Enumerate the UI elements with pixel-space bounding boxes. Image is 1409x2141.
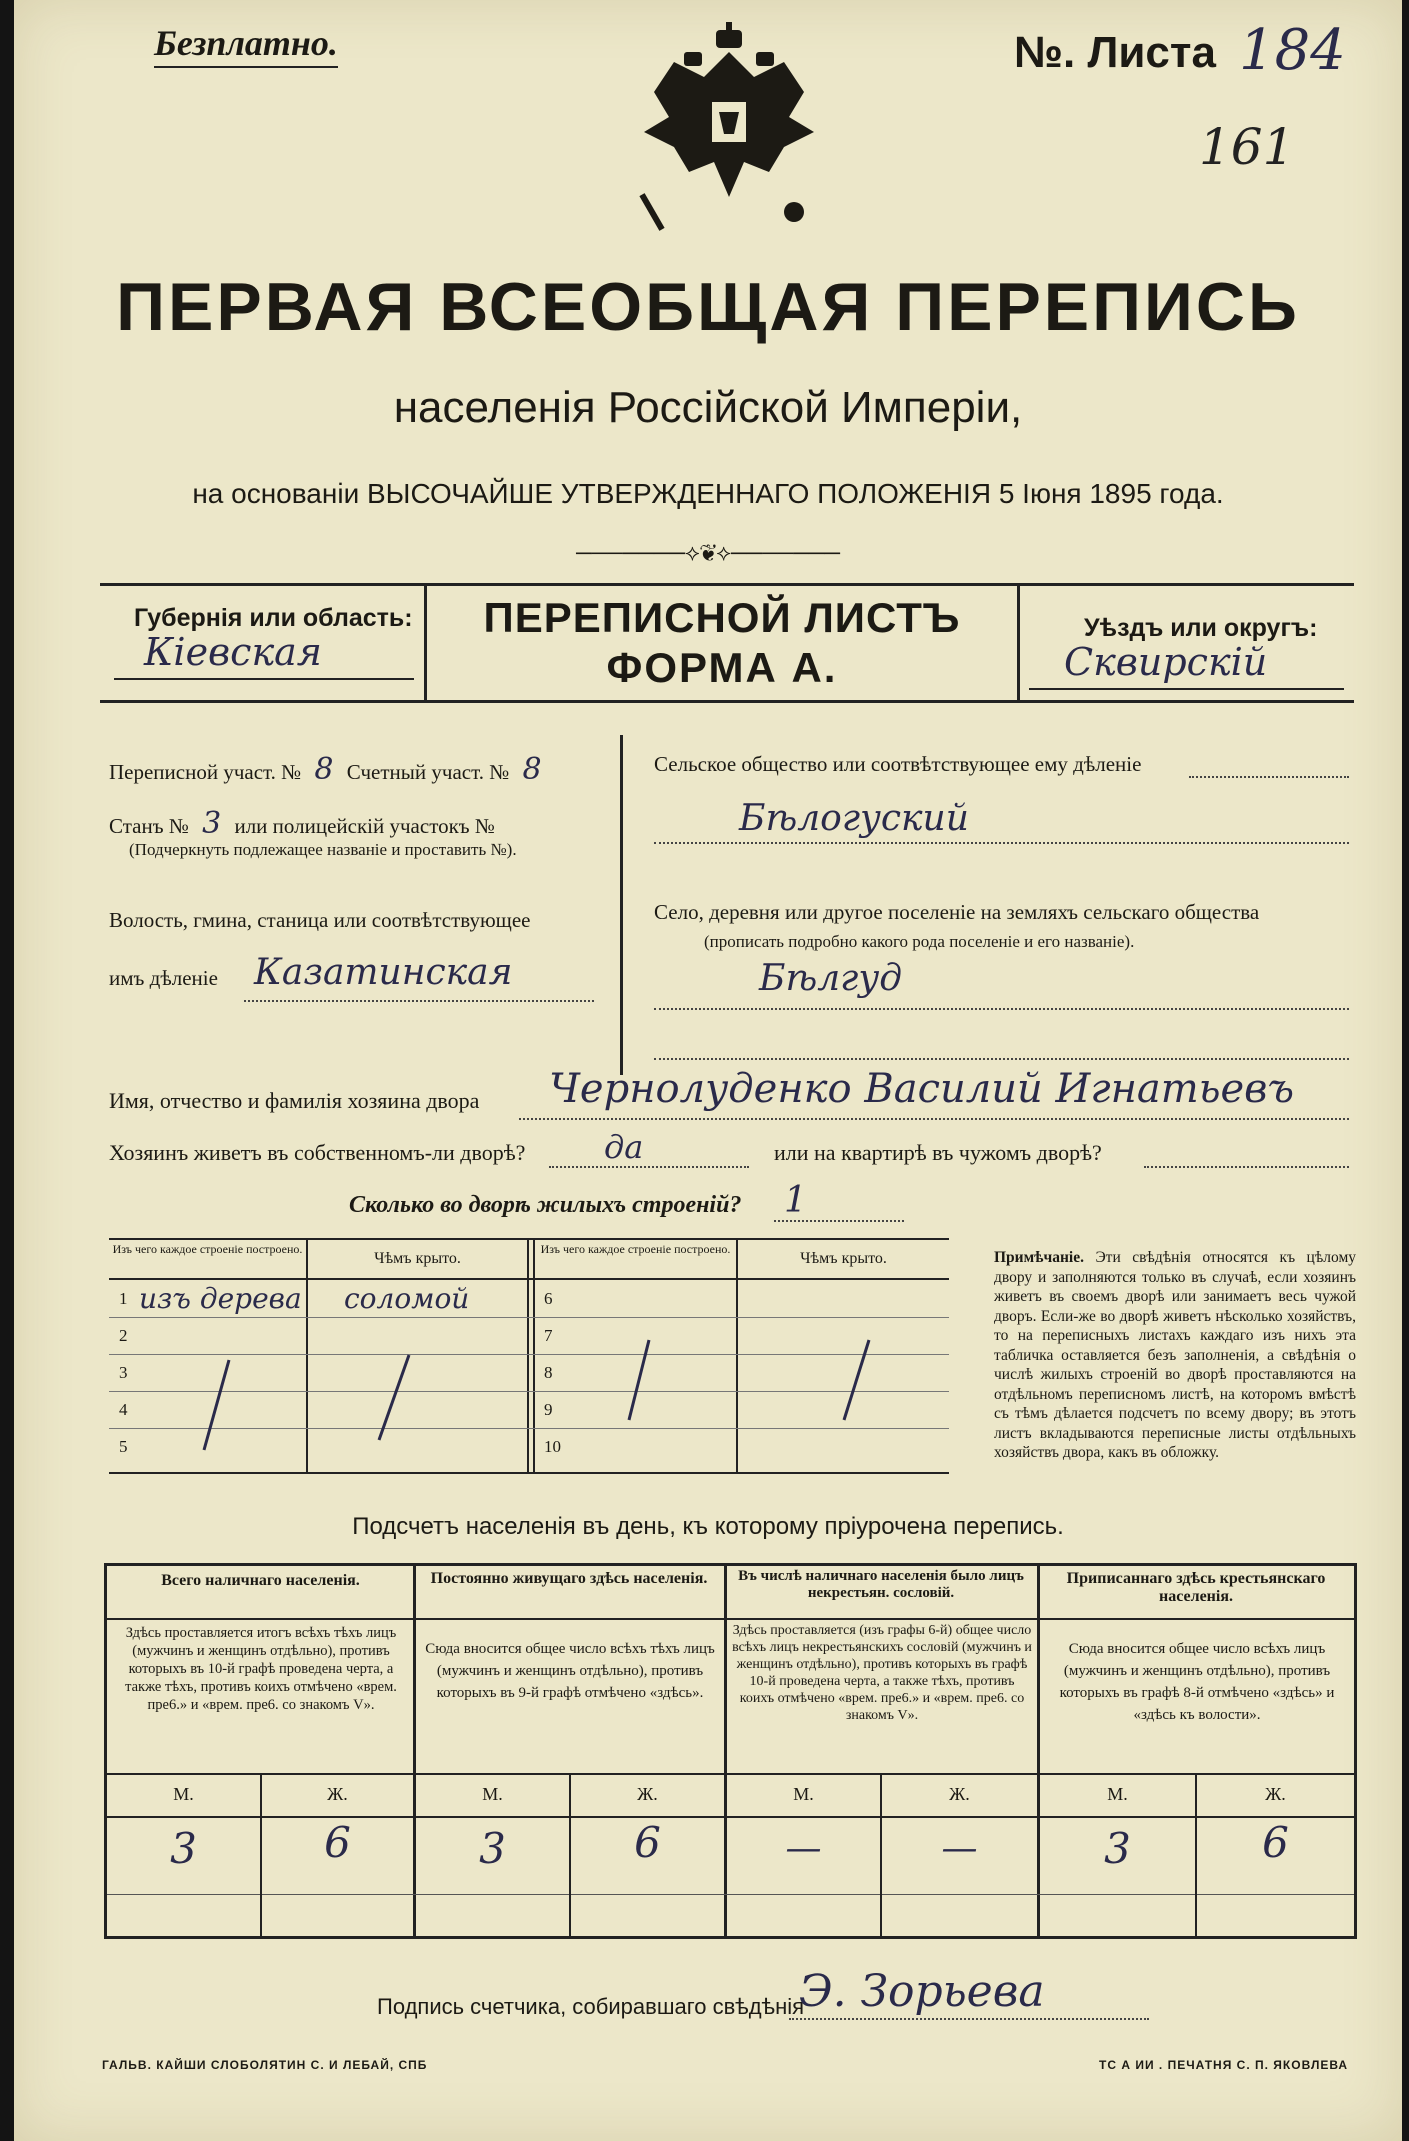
ct-col2-desc: Сюда вносится общее число всѣхъ тѣхъ лицъ (мужчинъ и женщинъ отдѣльно), противъ которыхъ въ 9-й графѣ отмѣчено «здѣсь». [425,1641,715,1701]
owner-name-label: Имя, отчество и фамилія хозяина двора [109,1088,480,1113]
note-block [994,1248,1356,1463]
note-text: Эти свѣдѣнія относятся къ цѣлому двору и заполняются только въ случаѣ, если хозяинъ живетъ въ своемъ дворѣ или занимаетъ весь чужой дворъ. Если-же во дворѣ живетъ нѣсколько хозяйствъ, то на переписныхъ листахъ каждаго изъ нихъ эта табличка оставляется безъ заполненія, а свѣдѣнія о числѣ жилыхъ строеній во дворѣ проставляются на отдѣльномъ переписномъ листѣ, на которомъ вмѣстѣ съ тѣмъ дѣлается подсчетъ по всему двору; въ этотъ листъ вкладываются переписные листы отдѣльныхъ хозяйствъ двора, какъ въ обложку. [994,1249,1357,1461]
ct-col4-female-value: 6 [1262,1818,1289,1867]
printer-right: ТС А ИИ . ПЕЧАТНЯ С. П. ЯКОВЛЕВА [1099,2058,1349,2072]
ct-col1-desc: Здѣсь проставляется итогъ всѣхъ тѣхъ лицъ (мужчинъ и женщинъ отдѣльно), противъ которыхъ въ 10-й графѣ проведена черта, а также тѣхъ, противъ коихъ отмѣчено «врем. пре6.» и «врем. пре6. со знакомъ V». [125,1625,397,1713]
ct-col3-head: Въ числѣ наличнаго населенія было лицъ некрестьян. сословій. [738,1568,1024,1601]
volost-label-1: Волость, гмина, станица или соотвѣтствующее [109,908,531,932]
ct-col4-male-value: 3 [1104,1824,1131,1873]
ct-col2-head: Постоянно живущаго здѣсь населенія. [430,1570,708,1587]
ct-col1-male-value: 3 [170,1824,197,1873]
society-dotline-2 [654,842,1349,844]
volost-value: Казатинская [254,952,513,993]
note-title: Примѣчаніе. [994,1249,1084,1266]
ct-col2-male-value: 3 [479,1824,506,1873]
printer-left: ГАЛЬВ. КАЙШИ СЛОБОЛЯТИН С. И ЛЕБАЙ, СПБ [102,2058,428,2072]
form-title: ПЕРЕПИСНОЙ ЛИСТЪ [483,594,961,641]
ornament-divider: ───────⟡❦⟡─────── [575,540,841,565]
volost-dotline [244,1000,594,1002]
ct-col4-male-label: М. [1107,1784,1128,1804]
society-value: Бѣлогуский [739,798,969,839]
count-title: Подсчетъ населенія въ день, къ которому пріурочена перепись. [352,1513,1064,1540]
ct-col2-male-label: М. [482,1784,503,1804]
buildings-label: Сколько во дворѣ жилыхъ строеній? [349,1192,742,1218]
buildings-dotline [774,1220,904,1222]
village-value: Бѣлгуд [759,958,903,999]
form-subtitle: ФОРМА А. [606,644,838,691]
own-yard-value: да [604,1128,644,1166]
ct-desc-rule [107,1773,1354,1775]
bt-left-row-numbers: 1 2 3 4 5 [119,1289,128,1456]
ct-div-2 [724,1566,727,1936]
owner-name-dotline [519,1118,1349,1120]
underline-note: (Подчеркнуть подлежащее названіе и проставить №). [129,840,517,859]
guberniya-value: Кіевская [144,630,322,674]
ct-col2-female-value: 6 [634,1818,661,1867]
sheet-number-value: 184 [1239,18,1346,83]
bt-col-roof-right: Чѣмъ крыто. [800,1250,887,1267]
ct-col4-female-label: Ж. [1265,1784,1286,1804]
ct-col3-male-label: М. [793,1784,814,1804]
volost-label-2: имъ дѣленіе [109,966,218,990]
village-label: Село, деревня или другое поселеніе на земляхъ сельскаго общества [654,900,1260,924]
double-headed-eagle-icon [634,22,824,232]
bt-row1-roof: соломой [344,1282,470,1315]
bt-right-row-numbers: 6 7 8 9 10 [544,1289,561,1456]
own-yard-dotline [549,1166,749,1168]
society-dotline-1 [1189,776,1349,778]
own-yard-label: Хозяинъ живетъ въ собственномъ-ли дворѣ? [109,1140,526,1165]
archive-number: 161 [1199,118,1295,176]
buildings-table [109,1238,949,1474]
buildings-value: 1 [784,1180,807,1221]
signature-dotline [789,2018,1149,2020]
ct-row-rule [107,1894,1354,1895]
sheet-number-label: №. Листа [1014,28,1216,77]
middle-divider [620,735,623,1075]
ct-col3-female-value: — [941,1828,978,1869]
ct-col3-female-label: Ж. [949,1784,970,1804]
basis-line: на основаніи ВЫСОЧАЙШЕ УТВЕРЖДЕННАГО ПОЛОЖЕНІЯ 5 Іюня 1895 года. [192,478,1224,509]
bt-row1-material: изъ дерева [139,1282,302,1315]
box-bottom-rule [100,700,1354,703]
box-top-rule [100,583,1354,586]
census-section-row: Переписной участ. № 8 Счетный участ. № 8 [109,752,542,787]
signature-value: Э. Зорьева [799,1966,1045,2017]
guberniya-label: Губернія или область: [134,604,413,632]
ct-div-3 [1037,1566,1040,1936]
society-label: Сельское общество или соотвѣтствующее ему дѣленіе [654,752,1142,776]
rented-dotline [1144,1166,1349,1168]
village-dotline-1 [654,1008,1349,1010]
page-title: ПЕРВАЯ ВСЕОБЩАЯ ПЕРЕПИСЬ [116,269,1300,345]
ct-col1-female-label: Ж. [327,1784,348,1804]
uezd-underline [1029,688,1344,690]
free-label: Безплатно. [154,22,338,68]
count-table [104,1563,1357,1939]
ct-col1-female-value: 6 [324,1818,351,1867]
bt-col-roof-left: Чѣмъ крыто. [374,1250,461,1267]
census-sheet [14,0,1402,2141]
subtitle: населенія Россійской Имперіи, [393,383,1023,432]
village-dotline-2 [654,1058,1349,1060]
owner-name-value: Чернолуденко Василий Игнатьевъ [549,1066,1295,1112]
bt-col-material-left: Изъ чего каждое строеніе построено. [112,1242,303,1256]
count-section-value: 8 [522,752,542,787]
ct-col3-male-value: — [785,1828,822,1869]
census-section-value: 8 [314,752,334,787]
ct-col4-desc: Сюда вносится общее число всѣхъ лицъ (мужчинъ и женщинъ отдѣльно), противъ которыхъ въ графѣ 8-й отмѣчено «здѣсь» и «здѣсь къ волости». [1059,1641,1335,1723]
bt-dash-strokes [109,1240,949,1472]
bt-col-material-right: Изъ чего каждое строеніе построено. [540,1242,731,1256]
box-divider-right [1017,583,1020,700]
ct-col2-female-label: Ж. [637,1784,658,1804]
ct-col3-desc: Здѣсь проставляется (изъ графы 6-й) общее число всѣхъ лицъ некрестьянскихъ сословій (мужчинъ и женщинъ отдѣльно), противъ которыхъ въ графѣ 10-й проведена черта, а также тѣхъ, противъ коихъ отмѣчено «врем. пре6.» и «врем. пре6. со знакомъ V». [732,1623,1032,1723]
guberniya-underline [114,678,414,680]
ct-col1-head: Всего наличнаго населенія. [161,1572,360,1589]
ct-div-1 [413,1566,416,1936]
rented-label: или на квартирѣ въ чужомъ дворѣ? [774,1140,1102,1165]
signature-label: Подпись счетчика, собиравшаго свѣдѣнія [377,1994,805,2019]
ct-col4-head: Приписаннаго здѣсь крестьянскаго населенія. [1066,1570,1326,1605]
ct-head-rule [107,1618,1354,1620]
uezd-value: Сквирскій [1064,640,1268,684]
uezd-label: Уѣздъ или округъ: [1084,614,1318,642]
stan-row: Станъ № 3 или полицейскій участокъ № [109,806,495,841]
ct-col1-male-label: М. [173,1784,194,1804]
village-note: (прописать подробно какого рода поселеніе и его названіе). [704,932,1135,951]
stan-value: 3 [202,806,222,841]
